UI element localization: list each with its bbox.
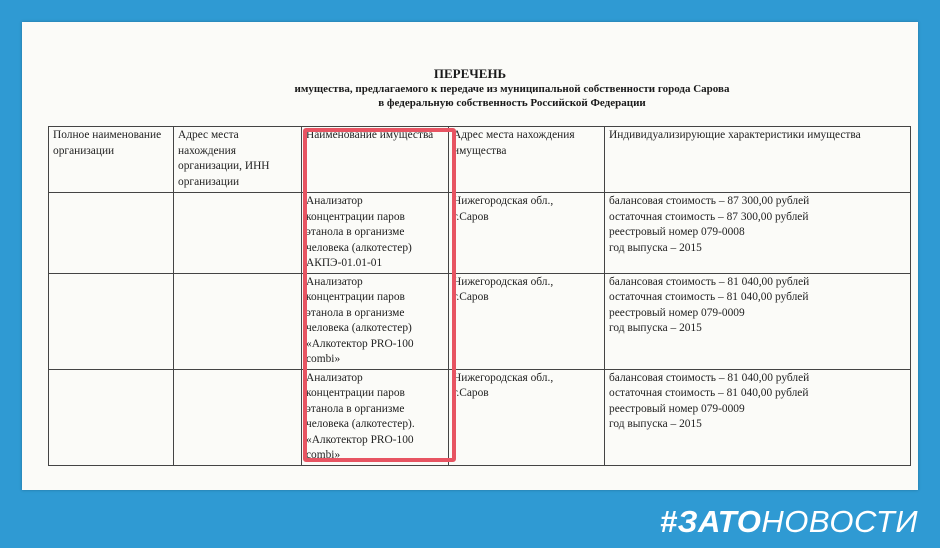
- cell-org-name: [49, 193, 174, 274]
- header-org-name: Полное наименование организации: [49, 127, 174, 193]
- cell-property-address: Нижегородская обл., г.Саров: [449, 369, 605, 465]
- document-subtitle-line2: в федеральную собственность Российской Федерации: [378, 97, 646, 109]
- table-row: [49, 193, 911, 274]
- header-org-address: Адрес места нахождения организации, ИНН организации: [174, 127, 302, 193]
- cell-org-name: [49, 369, 174, 465]
- table-header-row: [49, 127, 911, 193]
- document-title: ПЕРЕЧЕНЬ: [433, 66, 507, 81]
- cell-property-address: Нижегородская обл., г.Саров: [449, 193, 605, 274]
- cell-characteristics: балансовая стоимость – 81 040,00 рублей остаточная стоимость – 81 040,00 рублей реестровый номер 079-0009 год выпуска – 2015: [605, 369, 911, 465]
- property-table: [48, 126, 911, 466]
- cell-property-name: Анализатор концентрации паров этанола в организме человека (алкотестер) АКПЭ-01.01-01: [302, 193, 449, 274]
- highlight-frame: [303, 128, 456, 462]
- document-subtitle-line1: имущества, предлагаемого к передаче из муниципальной собственности города Сарова: [294, 83, 730, 95]
- cell-org-name: [49, 273, 174, 369]
- cell-org-address: [174, 369, 302, 465]
- cell-property-name: Анализатор концентрации паров этанола в организме человека (алкотестер). «Алкотектор PRO-100 combi»: [302, 369, 449, 465]
- document-scan: [22, 22, 918, 490]
- header-property-address: Адрес места нахождения имущества: [449, 127, 605, 193]
- table-row: [49, 273, 911, 369]
- cell-org-address: [174, 273, 302, 369]
- brand-part-zato: #ЗАТО: [659, 504, 762, 539]
- header-property-name: Наименование имущества: [302, 127, 449, 193]
- header-characteristics: Индивидуализирующие характеристики имущества: [605, 127, 911, 193]
- cell-property-name: Анализатор концентрации паров этанола в организме человека (алкотестер) «Алкотектор PRO-100 combi»: [302, 273, 449, 369]
- table-row: [49, 369, 911, 465]
- cell-characteristics: балансовая стоимость – 81 040,00 рублей остаточная стоимость – 81 040,00 рублей реестровый номер 079-0009 год выпуска – 2015: [605, 273, 911, 369]
- cell-property-address: Нижегородская обл., г.Саров: [449, 273, 605, 369]
- cell-characteristics: балансовая стоимость – 87 300,00 рублей остаточная стоимость – 87 300,00 рублей реестровый номер 079-0008 год выпуска – 2015: [605, 193, 911, 274]
- cell-org-address: [174, 193, 302, 274]
- brand-part-novosti: НОВОСТИ: [761, 504, 918, 539]
- brand-logo: [660, 504, 918, 540]
